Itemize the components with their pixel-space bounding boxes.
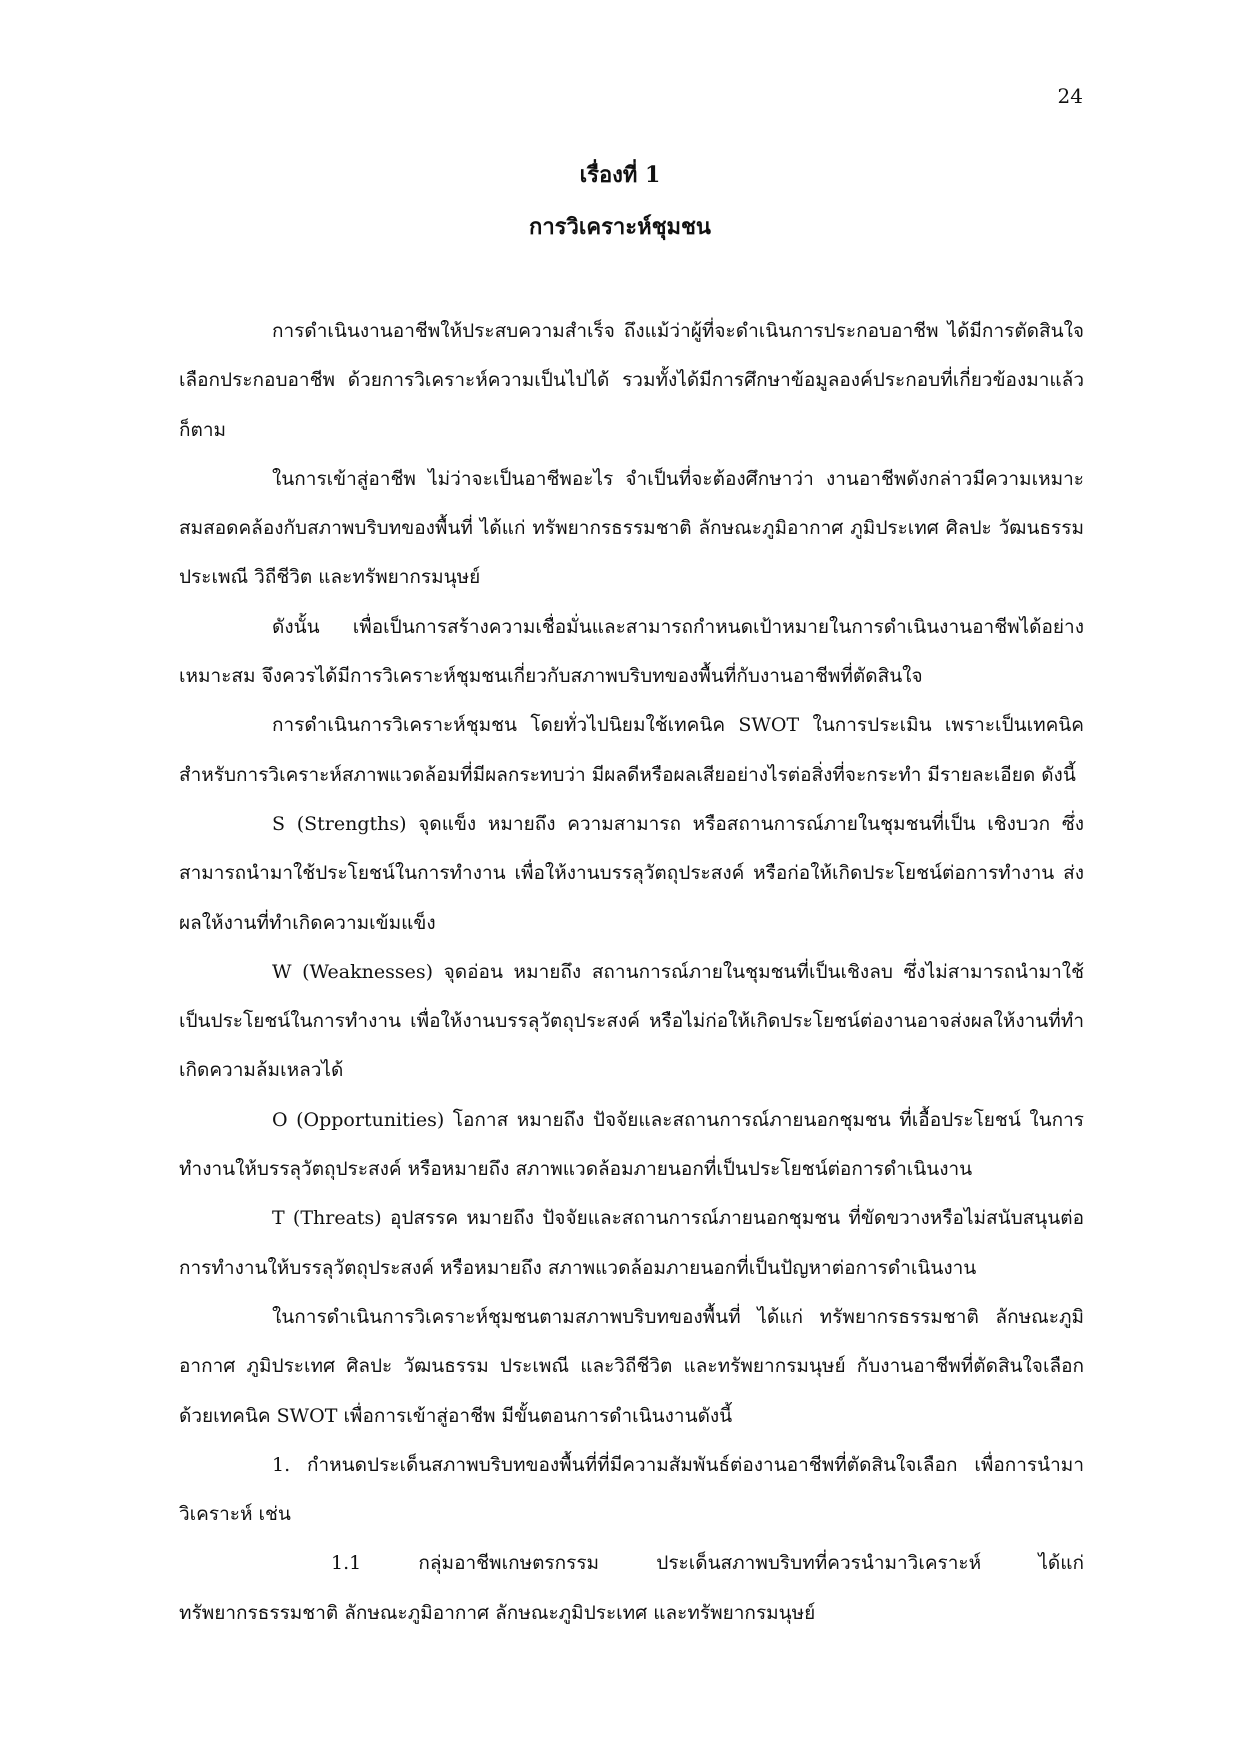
section-subtitle: การวิเคราะห์ชุมชน (529, 214, 711, 240)
list-item-step-1-1: 1.1 กลุ่มอาชีพเกษตรกรรม ประเด็นสภาพบริบทที่ควรนำมาวิเคราะห์ ได้แก่ ทรัพยากรธรรมชาติ ลักษณะภูมิอากาศ ลักษณะภูมิประเทศ และทรัพยากรมนุษย์ (179, 1552, 1084, 1624)
paragraph-weaknesses: W (Weaknesses) จุดอ่อน หมายถึง สถานการณ์ภายในชุมชนที่เป็นเชิงลบ ซึ่งไม่สามารถนำมาใช้เป็นประโยชน์ในการทำงาน เพื่อให้งานบรรลุวัตถุประสงค์ หรือไม่ก่อให้เกิดประโยชน์ต่องานอาจส่งผลให้งานที่ทำเกิดความล้มเหลวได้ (179, 960, 1084, 1082)
section-title: เรื่องที่ 1 (579, 162, 661, 188)
paragraph-analysis-steps: ในการดำเนินการวิเคราะห์ชุมชนตามสภาพบริบทของพื้นที่ ได้แก่ ทรัพยากรธรรมชาติ ลักษณะภูมิอากาศ ภูมิประเทศ ศิลปะ วัฒนธรรม ประเพณี และวิถีชีวิต และทรัพยากรมนุษย์ กับงานอาชีพที่ตัดสินใจเลือก ด้วยเทคนิค SWOT เพื่อการเข้าสู่อาชีพ มีขั้นตอนการดำเนินงานดังนี้ (179, 1305, 1084, 1427)
paragraph-intro: การดำเนินงานอาชีพให้ประสบความสำเร็จ ถึงแม้ว่าผู้ที่จะดำเนินการประกอบอาชีพ ได้มีการตัดสินใจเลือกประกอบอาชีพ ด้วยการวิเคราะห์ความเป็นไปได้ รวมทั้งได้มีการศึกษาข้อมูลองค์ประกอบที่เกี่ยวข้องมาแล้วก็ตาม (179, 320, 1084, 441)
paragraph-career-entry: ในการเข้าสู่อาชีพ ไม่ว่าจะเป็นอาชีพอะไร จำเป็นที่จะต้องศึกษาว่า งานอาชีพดังกล่าวมีความเหมาะสมสอดคล้องกับสภาพบริบทของพื้นที่ ได้แก่ ทรัพยากรธรรมชาติ ลักษณะภูมิอากาศ ภูมิประเทศ ศิลปะ วัฒนธรรม ประเพณี วิถีชีวิต และทรัพยากรมนุษย์ (179, 467, 1084, 589)
paragraph-therefore: ดังนั้น เพื่อเป็นการสร้างความเชื่อมั่นและสามารถกำหนดเป้าหมายในการดำเนินงานอาชีพได้อย่างเหมาะสม จึงควรได้มีการวิเคราะห์ชุมชนเกี่ยวกับสภาพบริบทของพื้นที่กับงานอาชีพที่ตัดสินใจ (179, 615, 1084, 688)
page-number: 24 (1057, 84, 1083, 108)
body-text (179, 307, 1084, 1638)
list-item-step-1: 1. กำหนดประเด็นสภาพบริบทของพื้นที่ที่มีความสัมพันธ์ต่องานอาชีพที่ตัดสินใจเลือก เพื่อการนำมาวิเคราะห์ เช่น (179, 1453, 1084, 1526)
paragraph-swot-intro: การดำเนินการวิเคราะห์ชุมชน โดยทั่วไปนิยมใช้เทคนิค SWOT ในการประเมิน เพราะเป็นเทคนิคสำหรับการวิเคราะห์สภาพแวดล้อมที่มีผลกระทบว่า มีผลดีหรือผลเสียอย่างไรต่อสิ่งที่จะกระทำ มีรายละเอียด ดังนี้ (179, 714, 1084, 786)
paragraph-threats: T (Threats) อุปสรรค หมายถึง ปัจจัยและสถานการณ์ภายนอกชุมชน ที่ขัดขวางหรือไม่สนับสนุนต่อการทำงานให้บรรลุวัตถุประสงค์ หรือหมายถึง สภาพแวดล้อมภายนอกที่เป็นปัญหาต่อการดำเนินงาน (179, 1207, 1084, 1279)
paragraph-strengths: S (Strengths) จุดแข็ง หมายถึง ความสามารถ หรือสถานการณ์ภายในชุมชนที่เป็น เชิงบวก ซึ่งสามารถนำมาใช้ประโยชน์ในการทำงาน เพื่อให้งานบรรลุวัตถุประสงค์ หรือก่อให้เกิดประโยชน์ต่อการทำงาน ส่งผลให้งานที่ทำเกิดความเข้มแข็ง (179, 812, 1084, 934)
paragraph-opportunities: O (Opportunities) โอกาส หมายถึง ปัจจัยและสถานการณ์ภายนอกชุมชน ที่เอื้อประโยชน์ ในการทำงานให้บรรลุวัตถุประสงค์ หรือหมายถึง สภาพแวดล้อมภายนอกที่เป็นประโยชน์ต่อการดำเนินงาน (179, 1108, 1084, 1181)
